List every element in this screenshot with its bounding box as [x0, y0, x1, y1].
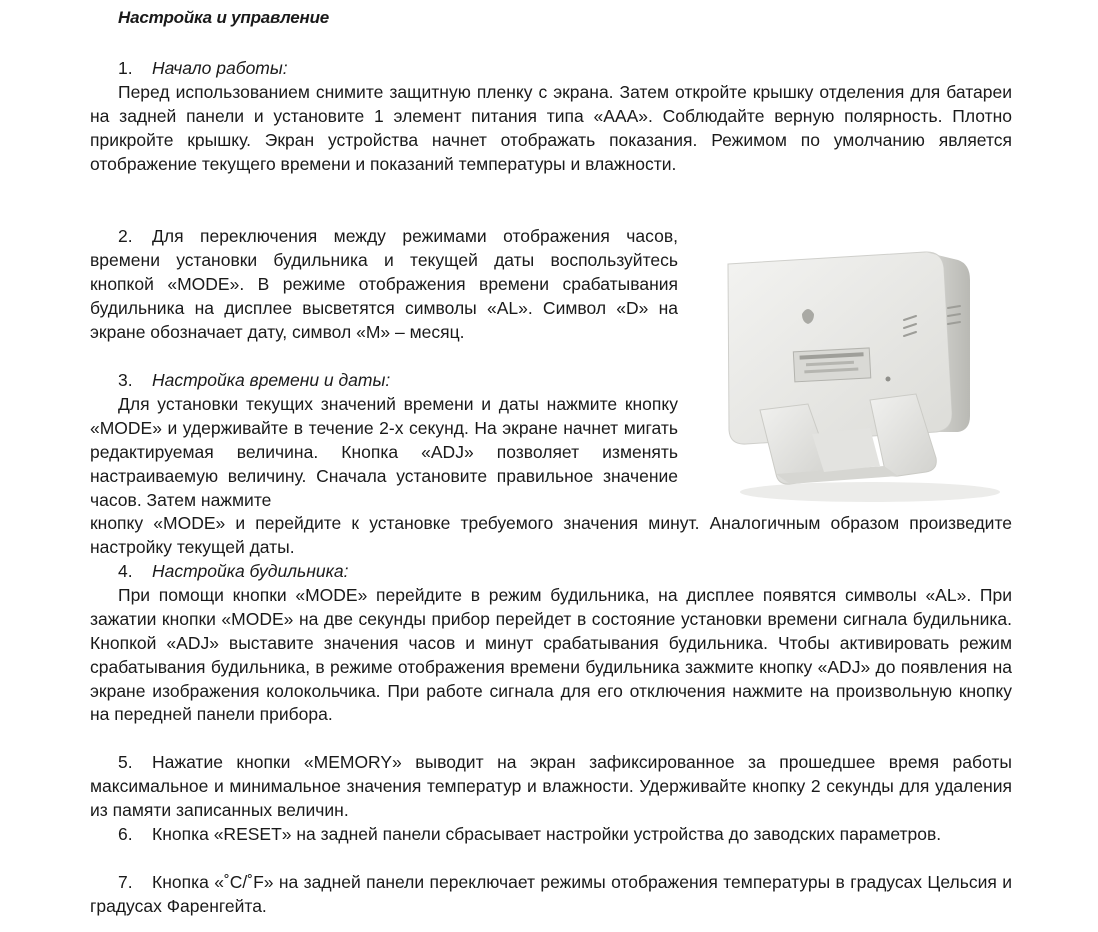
section-3 — [90, 369, 678, 512]
section-4-number: 4. — [118, 561, 133, 581]
section-1-heading: Начало работы: — [152, 58, 288, 78]
section-7 — [90, 871, 1012, 919]
section-7-text: Кнопка «˚C/˚F» на задней панели переключает режимы отображения температуры в градусах Цельсия и градусах Фаренгейта. — [90, 872, 1012, 916]
section-1-text: Перед использованием снимите защитную пленку с экрана. Затем откройте крышку отделения для батареи на задней панели и установите 1 элемент питания типа «AAA». Соблюдайте верную полярность. Плотно прикройте крышку. Экран устройства начнет отображать показания. Режимом по умолчанию является отображение текущего времени и показаний температуры и влажности. — [90, 81, 1012, 174]
section-6-number: 6. — [118, 824, 133, 844]
section-6 — [90, 823, 1012, 847]
section-2-number: 2. — [118, 226, 133, 246]
section-4 — [90, 560, 1012, 727]
section-5-number: 5. — [118, 752, 133, 772]
section-2 — [90, 225, 678, 345]
section-5-text: Нажатие кнопки «MEMORY» выводит на экран зафиксированное за прошедшее время работы максимальное и минимальное значения температур и влажности. Удерживайте кнопку 2 секунды для удаления из памяти записанных величин. — [90, 752, 1012, 820]
section-1 — [90, 57, 1012, 177]
section-5 — [90, 751, 1012, 823]
section-2-text: Для переключения между режимами отображения часов, времени установки будильника и текущей даты воспользуйтесь кнопкой «MODE». В режиме отображения времени срабатывания будильника на дисплее высветятся символы «AL». Символ «D» на экране обозначает дату, символ «M» – месяц. — [90, 226, 678, 342]
section-4-text: При помощи кнопки «MODE» перейдите в режим будильника, на дисплее появятся символы «AL». При зажатии кнопки «MODE» на две секунды прибор перейдет в состояние установки времени сигнала будильника. Кнопкой «ADJ» выставите значения часов и минут срабатывания будильника. Чтобы активировать режим срабатывания будильника, в режиме отображения времени будильника зажмите кнопку «ADJ» до появления на экране изображения колокольчика. При работе сигнала для его отключения нажмите на произвольную кнопку на передней панели прибора. — [90, 584, 1012, 725]
section-7-number: 7. — [118, 872, 133, 892]
page-title: Настройка и управление — [118, 8, 330, 27]
section-4-heading: Настройка будильника: — [152, 561, 349, 581]
section-3-number: 3. — [118, 370, 133, 390]
section-3-continued — [90, 512, 1012, 560]
section-3-text-narrow: Для установки текущих значений времени и даты нажмите кнопку «MODE» и удерживайте в течение 2-х секунд. На экране начнет мигать редактируемая величина. Кнопка «ADJ» позволяет изменять настраиваемую величину. Сначала установите правильное значение часов. Затем нажмите — [90, 393, 678, 510]
section-3-text-full: кнопку «MODE» и перейдите к установке требуемого значения минут. Аналогичным образом произведите настройку текущей даты. — [90, 513, 1012, 557]
section-3-heading: Настройка времени и даты: — [152, 370, 391, 390]
section-1-number: 1. — [118, 58, 133, 78]
section-6-text: Кнопка «RESET» на задней панели сбрасывает настройки устройства до заводских параметров. — [152, 824, 942, 844]
device-back-panel-photo — [720, 234, 1012, 514]
